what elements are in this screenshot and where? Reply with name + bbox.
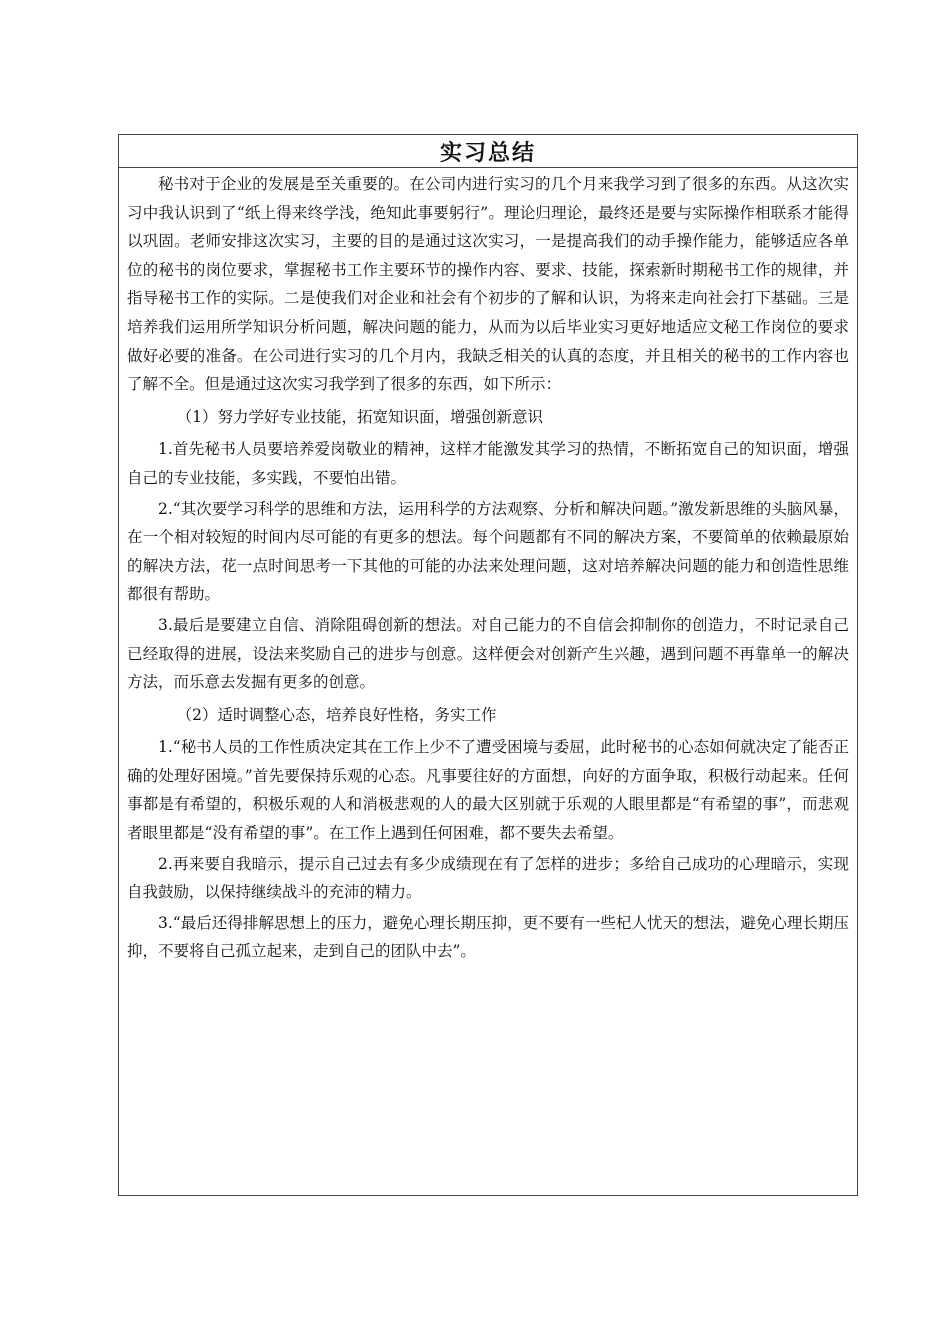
section1-item-1: 1.首先秘书人员要培养爱岗敬业的精神，这样才能激发其学习的热情，不断拓宽自己的知识面，增强自己的专业技能，多实践，不要怕出错。 [127,440,849,487]
page-title: 实习总结 [439,140,536,166]
title-row [119,135,857,168]
section2-item-3: 3.“最后还得排解思想上的压力，避免心理长期压抑，更不要有一些杞人忧天的想法，避免心理长期压抑，不要将自己孤立起来，走到自己的团队中去”。 [127,913,849,961]
section-heading-2: （2）适时调整心态，培养良好性格，务实工作 [176,705,497,724]
intro-paragraph: 秘书对于企业的发展是至关重要的。在公司内进行实习的几个月来我学习到了很多的东西。从这次实习中我认识到了“纸上得来终学浅，绝知此事要躬行”。理论归理论，最终还是要与实际操作相联系才能得以巩固。老师安排这次实习，主要的目的是通过这次实习，一是提高我们的动手操作能力，能够适应各单位的秘书的岗位要求，掌握秘书工作主要环节的操作内容、要求、技能，探索新时期秘书工作的规律，并指导秘书工作的实际。二是使我们对企业和社会有个初步的了解和认识，为将来走向社会打下基础。三是培养我们运用所学知识分析问题，解决问题的能力，从而为以后毕业实习更好地适应文秘工作岗位的要求做好必要的准备。在公司进行实习的几个月内，我缺乏相关的认真的态度，并且相关的秘书的工作内容也了解不全。但是通过这次实习我学到了很多的东西，如下所示： [127,175,849,394]
summary-body [119,168,857,966]
summary-table [118,134,858,1196]
section2-item-1: 1.“秘书人员的工作性质决定其在工作上少不了遭受困境与委屈，此时秘书的心态如何就决定了能否正确的处理好困境。”首先要保持乐观的心态。凡事要往好的方面想，向好的方面争取，积极行动起来。任何事都是有希望的，积极乐观的人和消极悲观的人的最大区别就于乐观的人眼里都是“有希望的事”，而悲观者眼里都是“没有希望的事”。在工作上遇到任何困难，都不要失去希望。 [127,738,849,843]
section2-item-2: 2.再来要自我暗示，提示自己过去有多少成绩现在有了怎样的进步；多给自己成功的心理暗示，实现自我鼓励，以保持继续战斗的充沛的精力。 [127,854,849,902]
section1-item-2: 2.“其次要学习科学的思维和方法，运用科学的方法观察、分析和解决问题。”激发新思维的头脑风暴，在一个相对较短的时间内尽可能的有更多的想法。每个问题都有不同的解决方案，不要简单的依赖最原始的解决方法，花一点时间思考一下其他的可能的办法来处理问题，这对培养解决问题的能力和创造性思维都很有帮助。 [127,499,849,604]
section-heading-1: （1）努力学好专业技能，拓宽知识面，增强创新意识 [176,407,543,426]
section1-item-3: 3.最后是要建立自信、消除阻碍创新的想法。对自己能力的不自信会抑制你的创造力，不时记录自己已经取得的进展，设法来奖励自己的进步与创意。这样便会对创新产生兴趣，遇到问题不再靠单一的解决方法，而乐意去发掘有更多的创意。 [127,615,849,692]
